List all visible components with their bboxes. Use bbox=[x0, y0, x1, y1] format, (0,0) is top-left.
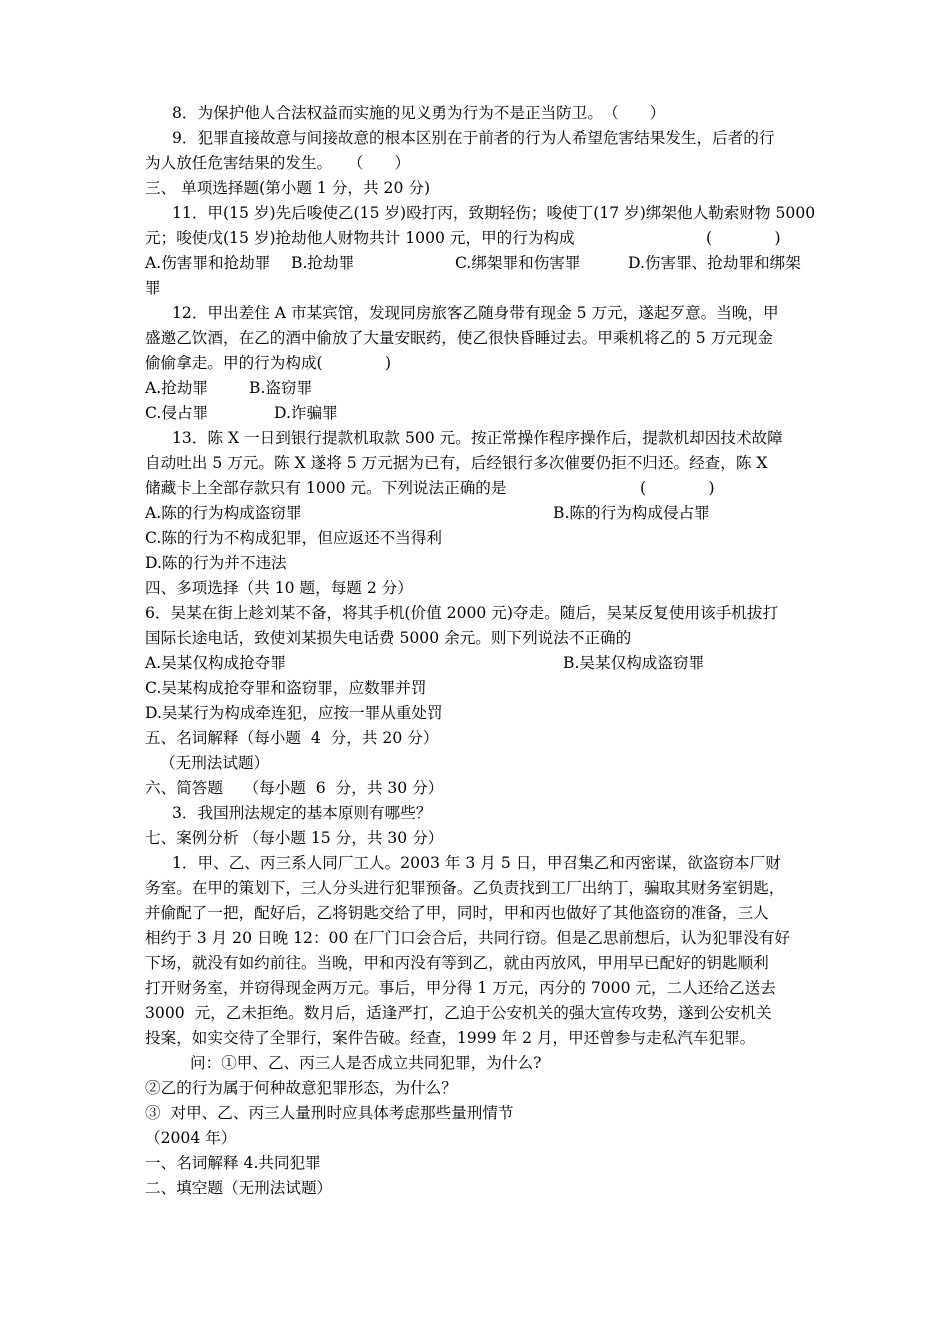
question-12-line-3: 偷偷拿走。甲的行为构成( ) bbox=[145, 354, 392, 372]
case-1-line-1: 1．甲、乙、丙三系人同厂工人。2003 年 3 月 5 日，甲召集乙和丙密谋，欲盗窃本厂财 bbox=[172, 854, 781, 872]
question-13-line-1: 13．陈 X 一日到银行提款机取款 500 元。按正常操作程序操作后，提款机却因技术故障 bbox=[172, 429, 783, 447]
section-1-heading: 一、名词解释 4.共同犯罪 bbox=[145, 1154, 321, 1172]
section-2-heading: 二、填空题（无刑法试题） bbox=[145, 1179, 333, 1197]
section-5-note: （无刑法试题） bbox=[160, 754, 270, 772]
question-11-line-1: 11．甲(15 岁)先后唆使乙(15 岁)殴打丙，致期轻伤；唆使丁(17 岁)绑架他人勒索财物 5000 bbox=[172, 204, 816, 222]
answer-blank: ( ) bbox=[706, 229, 781, 247]
option-a: A.抢劫罪 bbox=[145, 379, 208, 397]
section-5-heading: 五、名词解释（每小题 4 分，共 20 分） bbox=[145, 729, 439, 747]
option-a: A.伤害罪和抢劫罪 bbox=[145, 254, 271, 272]
question-12-line-2: 盛邀乙饮酒，在乙的酒中偷放了大量安眠药，使乙很快昏睡过去。甲乘机将乙的 5 万元现金 bbox=[145, 329, 773, 347]
question-11-line-2: 元；唆使戊(15 岁)抢劫他人财物共计 1000 元，甲的行为构成 bbox=[145, 229, 575, 247]
case-question-3: ③ 对甲、乙、丙三人量刑时应具体考虑那些量刑情节 bbox=[145, 1104, 514, 1122]
question-13-line-2: 自动吐出 5 万元。陈 X 遂将 5 万元据为已有，后经银行多次催要仍拒不归还。经查，陈 X bbox=[145, 454, 768, 472]
answer-blank: ( ) bbox=[640, 479, 715, 497]
option-c: C.吴某构成抢夺罪和盗窃罪，应数罪并罚 bbox=[145, 679, 427, 697]
option-c: C.陈的行为不构成犯罪，但应返还不当得利 bbox=[145, 529, 443, 547]
year-heading: （2004 年） bbox=[145, 1129, 237, 1147]
case-1-line-7: 3000 元，乙未拒绝。数月后，适逢严打，乙迫于公安机关的强大宣传攻势，遂到公安机关 bbox=[145, 1004, 772, 1022]
option-d: D.陈的行为并不违法 bbox=[145, 554, 287, 572]
option-d: D.吴某行为构成牵连犯，应按一罪从重处罚 bbox=[145, 704, 443, 722]
case-1-line-3: 并偷配了一把，配好后，乙将钥匙交给了甲，同时，甲和丙也做好了其他盗窃的准备，三人 bbox=[145, 904, 769, 922]
option-c: C.绑架罪和伤害罪 bbox=[455, 254, 581, 272]
option-d: D.伤害罪、抢劫罪和绑架 bbox=[628, 254, 801, 272]
option-d: D.诈骗罪 bbox=[274, 404, 338, 422]
section-6-heading: 六、简答题 （每小题 6 分，共 30 分） bbox=[145, 779, 444, 797]
case-question-1: 问：①甲、乙、丙三人是否成立共同犯罪，为什么? bbox=[190, 1054, 542, 1072]
question-3: 3．我国刑法规定的基本原则有哪些？ bbox=[172, 804, 432, 822]
section-7-heading: 七、案例分析 （每小题 15 分，共 30 分） bbox=[145, 829, 444, 847]
option-b: B.抢劫罪 bbox=[291, 254, 355, 272]
option-b: B.陈的行为构成侵占罪 bbox=[553, 504, 710, 522]
option-a: A.陈的行为构成盗窃罪 bbox=[145, 504, 302, 522]
option-b: B.盗窃罪 bbox=[249, 379, 313, 397]
question-8: 8．为保护他人合法权益而实施的见义勇为行为不是正当防卫。 （ ） bbox=[172, 104, 666, 122]
section-4-heading: 四、多项选择（共 10 题，每题 2 分） bbox=[145, 579, 413, 597]
case-1-line-5: 下场，就没有如约前往。当晚，甲和丙没有等到乙，就由丙放风，甲用早已配好的钥匙顺利 bbox=[145, 954, 769, 972]
option-c: C.侵占罪 bbox=[145, 404, 209, 422]
question-6-line-1: 6．吴某在街上趁刘某不备，将其手机(价值 2000 元)夺走。随后，吴某反复使用该手机拔打 bbox=[145, 604, 779, 622]
question-12-line-1: 12．甲出差住 A 市某宾馆，发现同房旅客乙随身带有现金 5 万元，遂起歹意。当晚，甲 bbox=[172, 304, 779, 322]
question-9-line-1: 9．犯罪直接故意与间接故意的根本区别在于前者的行为人希望危害结果发生，后者的行 bbox=[172, 129, 775, 147]
case-1-line-6: 打开财务室，并窃得现金两万元。事后，甲分得 1 万元，丙分的 7000 元，二人还给乙送去 bbox=[145, 979, 776, 997]
case-1-line-2: 务室。在甲的策划下，三人分头进行犯罪预备。乙负责找到工厂出纳丁，骗取其财务室钥匙， bbox=[145, 879, 785, 897]
option-a: A.吴某仅构成抢夺罪 bbox=[145, 654, 286, 672]
option-d-continued: 罪 bbox=[145, 279, 161, 297]
case-question-2: ②乙的行为属于何种故意犯罪形态，为什么？ bbox=[145, 1079, 457, 1097]
question-13-line-3: 储藏卡上全部存款只有 1000 元。下列说法正确的是 bbox=[145, 479, 507, 497]
case-1-line-8: 投案，如实交待了全罪行，案件告破。经查，1999 年 2 月，甲还曾参与走私汽车犯罪。 bbox=[145, 1029, 756, 1047]
option-b: B.吴某仅构成盗窃罪 bbox=[563, 654, 705, 672]
section-3-heading: 三、 单项选择题(第小题 1 分，共 20 分) bbox=[145, 179, 431, 197]
question-9-line-2: 为人放任危害结果的发生。 （ ） bbox=[145, 154, 411, 172]
question-6-line-2: 国际长途电话，致使刘某损失电话费 5000 余元。则下列说法不正确的 bbox=[145, 629, 632, 647]
case-1-line-4: 相约于 3 月 20 日晚 12：00 在厂门口会合后，共同行窃。但是乙思前想后，认为犯罪没有好 bbox=[145, 929, 790, 947]
